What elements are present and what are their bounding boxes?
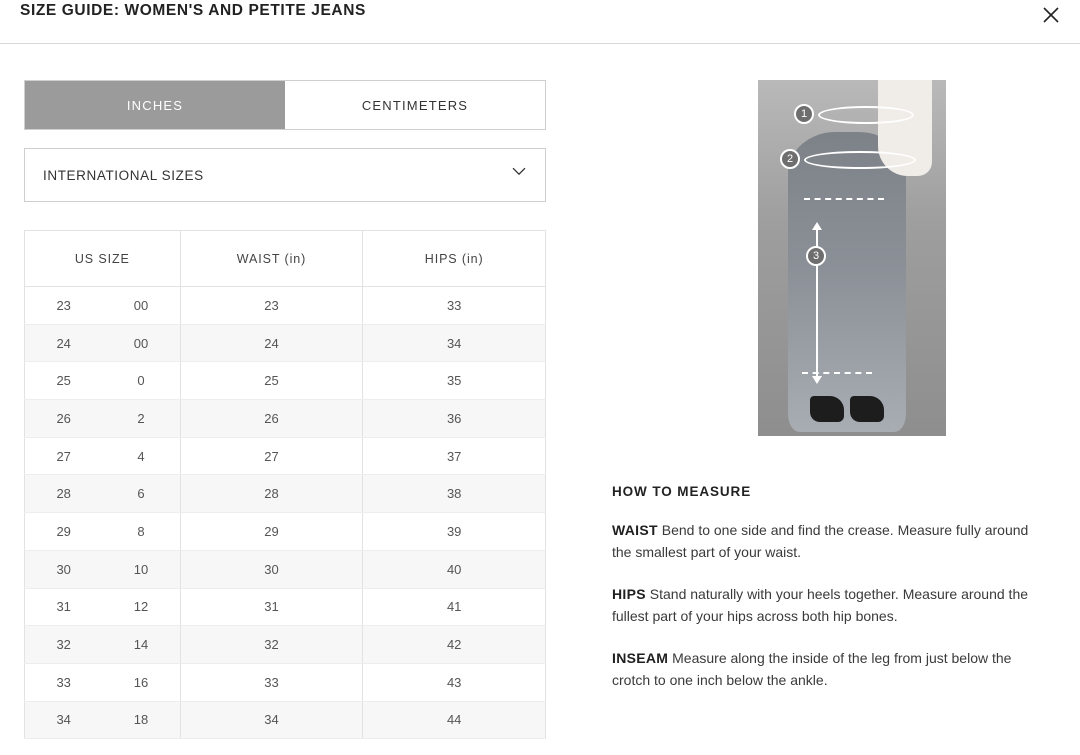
cell-us-size: 25 — [25, 362, 103, 400]
measure-text-inseam: Measure along the inside of the leg from just below the crotch to one inch below the ankle. — [612, 650, 1012, 688]
table-row — [25, 663, 546, 701]
size-system-value: INTERNATIONAL SIZES — [43, 167, 204, 183]
column-header-hips: HIPS (in) — [363, 231, 546, 287]
cell-waist: 27 — [180, 437, 363, 475]
cell-us-size: 32 — [25, 626, 103, 664]
cell-us-size: 31 — [25, 588, 103, 626]
figure-jeans — [788, 132, 906, 432]
modal-header — [0, 0, 1080, 44]
measure-text-waist: Bend to one side and find the crease. Measure fully around the smallest part of your waist. — [612, 522, 1029, 560]
cell-us-size: 27 — [25, 437, 103, 475]
cell-waist: 25 — [180, 362, 363, 400]
cell-alt-size: 2 — [102, 400, 180, 438]
inseam-arrow-down-icon — [812, 376, 822, 384]
table-row — [25, 701, 546, 739]
cell-hips: 42 — [363, 626, 546, 664]
cell-us-size: 30 — [25, 550, 103, 588]
table-row — [25, 626, 546, 664]
cell-us-size: 29 — [25, 513, 103, 551]
measure-term-hips: HIPS — [612, 586, 646, 602]
cell-alt-size: 10 — [102, 550, 180, 588]
waist-band-line — [818, 106, 914, 124]
measure-guide-column — [548, 80, 1048, 739]
cell-alt-size: 00 — [102, 324, 180, 362]
table-row — [25, 513, 546, 551]
table-row — [25, 588, 546, 626]
inseam-top-dash — [804, 198, 884, 200]
column-header-waist: WAIST (in) — [180, 231, 363, 287]
cell-waist: 33 — [180, 663, 363, 701]
cell-alt-size: 14 — [102, 626, 180, 664]
cell-hips: 40 — [363, 550, 546, 588]
cell-hips: 36 — [363, 400, 546, 438]
cell-waist: 24 — [180, 324, 363, 362]
cell-waist: 23 — [180, 287, 363, 325]
marker-1: 1 — [794, 104, 814, 124]
table-row — [25, 550, 546, 588]
cell-alt-size: 8 — [102, 513, 180, 551]
cell-us-size: 24 — [25, 324, 103, 362]
table-row — [25, 287, 546, 325]
table-row — [25, 400, 546, 438]
table-row — [25, 362, 546, 400]
cell-hips: 43 — [363, 663, 546, 701]
marker-3: 3 — [806, 246, 826, 266]
cell-alt-size: 16 — [102, 663, 180, 701]
size-table-body — [25, 287, 546, 739]
cell-waist: 26 — [180, 400, 363, 438]
cell-alt-size: 18 — [102, 701, 180, 739]
cell-hips: 37 — [363, 437, 546, 475]
size-table-head — [25, 231, 546, 287]
cell-us-size: 33 — [25, 663, 103, 701]
size-system-select[interactable] — [24, 148, 546, 202]
cell-hips: 41 — [363, 588, 546, 626]
chevron-down-icon — [511, 164, 527, 182]
size-table — [24, 230, 546, 739]
cell-alt-size: 4 — [102, 437, 180, 475]
cell-us-size: 34 — [25, 701, 103, 739]
cell-alt-size: 6 — [102, 475, 180, 513]
cell-waist: 32 — [180, 626, 363, 664]
cell-waist: 28 — [180, 475, 363, 513]
tab-centimeters[interactable]: CENTIMETERS — [285, 81, 545, 129]
cell-us-size: 28 — [25, 475, 103, 513]
unit-tabs — [24, 80, 546, 130]
cell-alt-size: 00 — [102, 287, 180, 325]
tab-inches[interactable]: INCHES — [25, 81, 285, 129]
cell-waist: 31 — [180, 588, 363, 626]
page-title: SIZE GUIDE: WOMEN'S AND PETITE JEANS — [20, 2, 366, 19]
size-chart-column — [24, 80, 548, 739]
table-row — [25, 475, 546, 513]
table-row — [25, 437, 546, 475]
close-icon[interactable] — [1034, 0, 1068, 32]
cell-us-size: 23 — [25, 287, 103, 325]
measure-term-inseam: INSEAM — [612, 650, 669, 666]
cell-hips: 34 — [363, 324, 546, 362]
figure-shoe-left — [810, 396, 844, 422]
measure-tip-inseam — [612, 647, 1048, 691]
cell-waist: 29 — [180, 513, 363, 551]
cell-hips: 39 — [363, 513, 546, 551]
cell-waist: 34 — [180, 701, 363, 739]
measure-tip-waist — [612, 519, 1048, 563]
cell-hips: 44 — [363, 701, 546, 739]
measurement-figure — [758, 80, 946, 436]
inseam-bottom-dash — [802, 372, 872, 374]
cell-us-size: 26 — [25, 400, 103, 438]
marker-2: 2 — [780, 149, 800, 169]
cell-hips: 35 — [363, 362, 546, 400]
cell-alt-size: 12 — [102, 588, 180, 626]
measure-term-waist: WAIST — [612, 522, 658, 538]
figure-shoe-right — [850, 396, 884, 422]
measure-text-hips: Stand naturally with your heels together. Measure around the fullest part of your hips across both hip bones. — [612, 586, 1029, 624]
measure-tip-hips — [612, 583, 1048, 627]
hips-band-line — [804, 151, 916, 169]
how-to-measure-title: HOW TO MEASURE — [612, 484, 752, 499]
cell-alt-size: 0 — [102, 362, 180, 400]
cell-waist: 30 — [180, 550, 363, 588]
cell-hips: 33 — [363, 287, 546, 325]
table-row — [25, 324, 546, 362]
table-header-row — [25, 231, 546, 287]
inseam-arrow-up-icon — [812, 222, 822, 230]
column-header-us-size: US SIZE — [25, 231, 181, 287]
modal-body — [0, 44, 1080, 739]
cell-hips: 38 — [363, 475, 546, 513]
